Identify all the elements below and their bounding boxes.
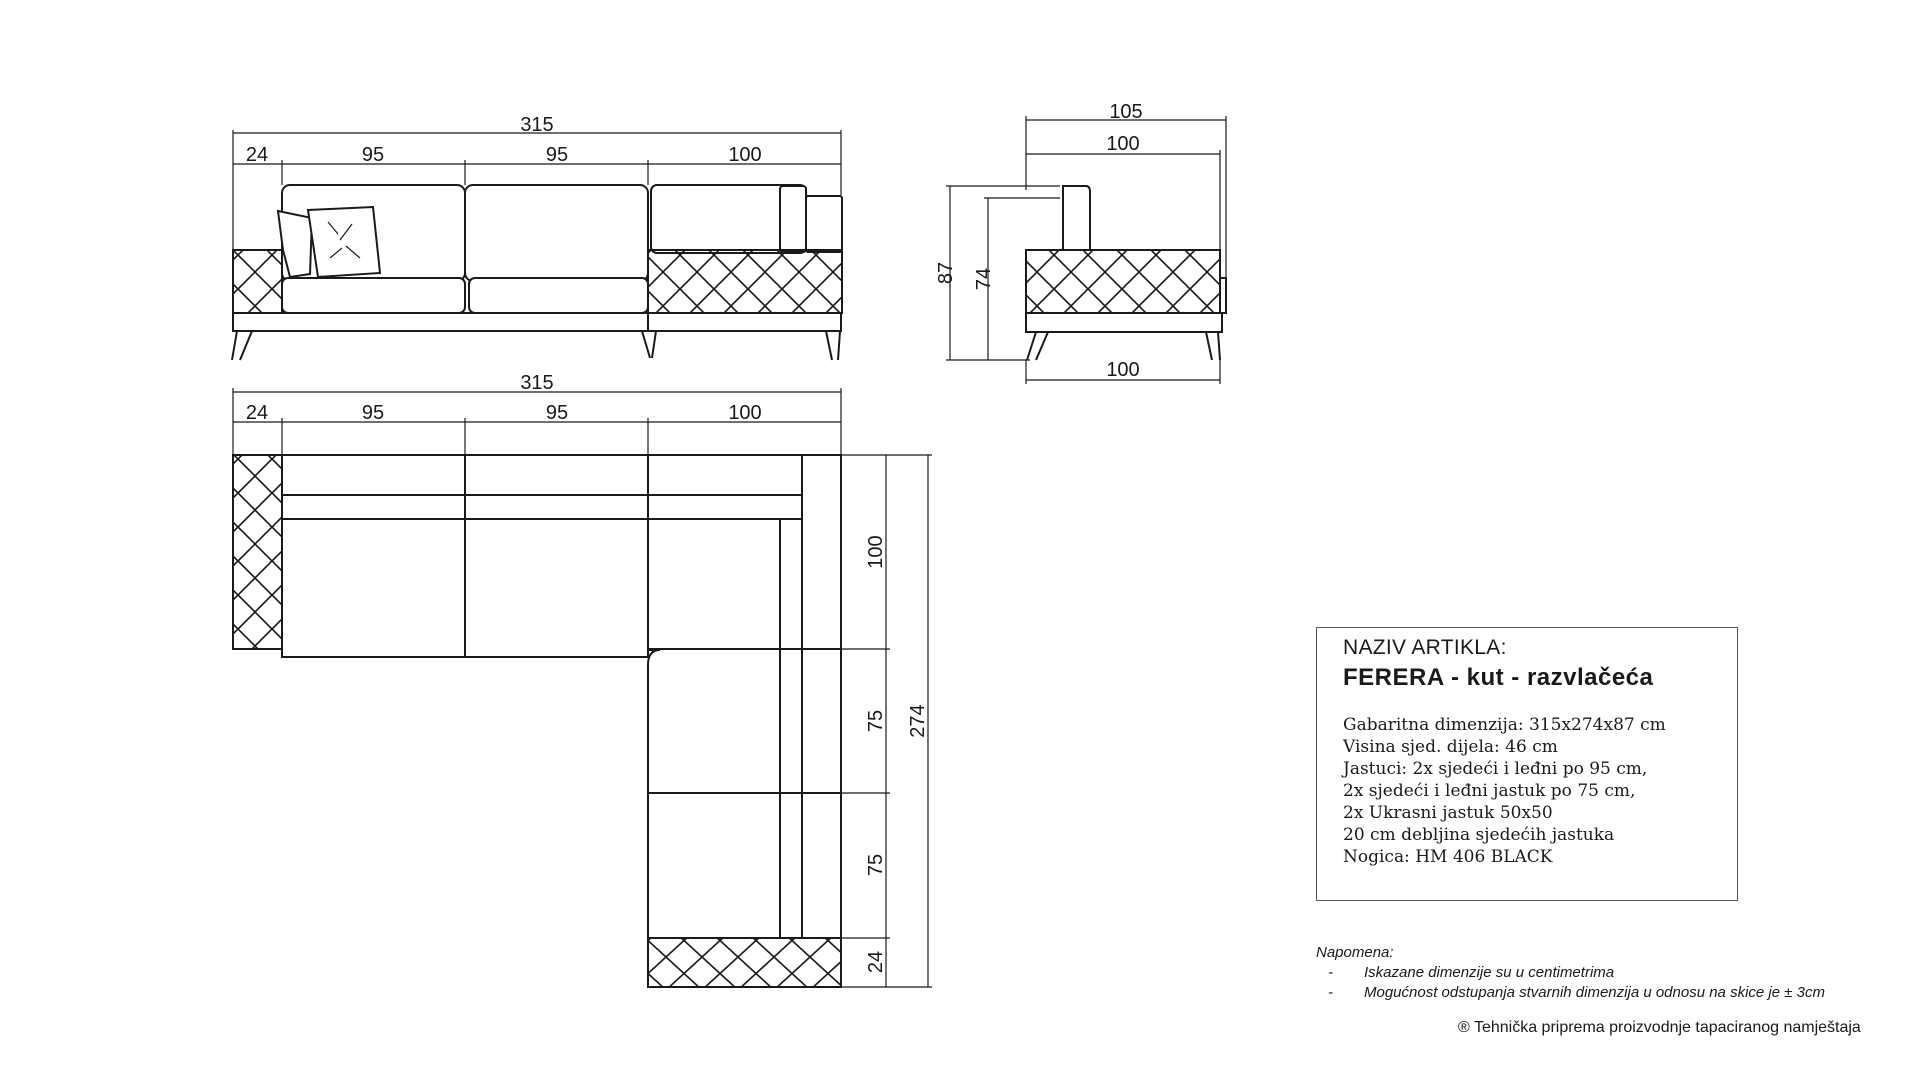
side-depth-top-dim: 100 — [1106, 133, 1140, 155]
top-seg-dim-4: 100 — [728, 402, 762, 424]
top-side-seg-dim-1: 100 — [865, 535, 887, 569]
front-overall-dim: 315 — [520, 114, 554, 136]
top-side-seg-dim-3: 75 — [865, 853, 887, 877]
top-left-armrest — [233, 455, 282, 649]
note-text: Mogućnost odstupanja stvarnih dimenzija u odnosu na skice je ± 3cm — [1364, 984, 1825, 1001]
footer-note: ® Tehnička priprema proizvodnje tapaciranog namještaja — [1458, 1019, 1861, 1036]
front-seg-dim-4: 100 — [728, 144, 762, 166]
spec-line: Nogica: HM 406 BLACK — [1343, 847, 1553, 867]
spec-line: 2x sjedeći i leđni jastuk po 75 cm, — [1343, 781, 1636, 801]
top-overall-dim: 315 — [520, 372, 554, 394]
front-view — [232, 114, 842, 360]
top-seg-dim-3: 95 — [545, 402, 569, 424]
front-seg-dim-3: 95 — [545, 144, 569, 166]
decorative-pillow — [308, 207, 380, 277]
top-side-seg-dim-2: 75 — [865, 709, 887, 733]
side-height-back-dim: 74 — [973, 267, 995, 291]
product-specs-list — [1343, 714, 1666, 868]
notes-section — [1316, 944, 1825, 1003]
side-depth-overall-dim: 105 — [1109, 101, 1143, 123]
product-name-label: NAZIV ARTIKLA: — [1343, 636, 1507, 659]
spec-line: Jastuci: 2x sjedeći i leđni po 95 cm, — [1343, 759, 1648, 779]
note-text: Iskazane dimenzije su u centimetrima — [1364, 964, 1615, 981]
product-title: FERERA - kut - razvlačeća — [1343, 664, 1654, 691]
spec-line: Gabaritna dimenzija: 315x274x87 cm — [1343, 715, 1666, 735]
spec-line: Visina sjed. dijela: 46 cm — [1343, 737, 1558, 757]
side-view — [935, 101, 1226, 384]
side-quilted-panel — [1026, 250, 1220, 313]
spec-line: 2x Ukrasni jastuk 50x50 — [1343, 803, 1553, 823]
front-chaise-panel — [648, 250, 842, 313]
top-side-seg-dim-4: 24 — [865, 950, 887, 974]
top-side-total-dim: 274 — [907, 704, 929, 738]
top-seg-dim-1: 24 — [245, 402, 269, 424]
product-info-box — [1316, 627, 1738, 901]
note-item — [1316, 963, 1825, 983]
top-seg-dim-2: 95 — [361, 402, 385, 424]
note-dash: - — [1328, 964, 1333, 981]
spec-line: 20 cm debljina sjedećih jastuka — [1343, 825, 1615, 845]
side-height-total-dim: 87 — [935, 261, 957, 285]
side-depth-bottom-dim: 100 — [1106, 359, 1140, 381]
top-bottom-armrest — [648, 938, 841, 987]
note-item — [1316, 983, 1825, 1003]
front-seg-dim-2: 95 — [361, 144, 385, 166]
top-view — [233, 372, 932, 987]
note-dash: - — [1328, 984, 1333, 1001]
notes-title: Napomena: — [1316, 944, 1394, 961]
front-seg-dim-1: 24 — [245, 144, 269, 166]
front-left-armrest — [233, 250, 282, 313]
